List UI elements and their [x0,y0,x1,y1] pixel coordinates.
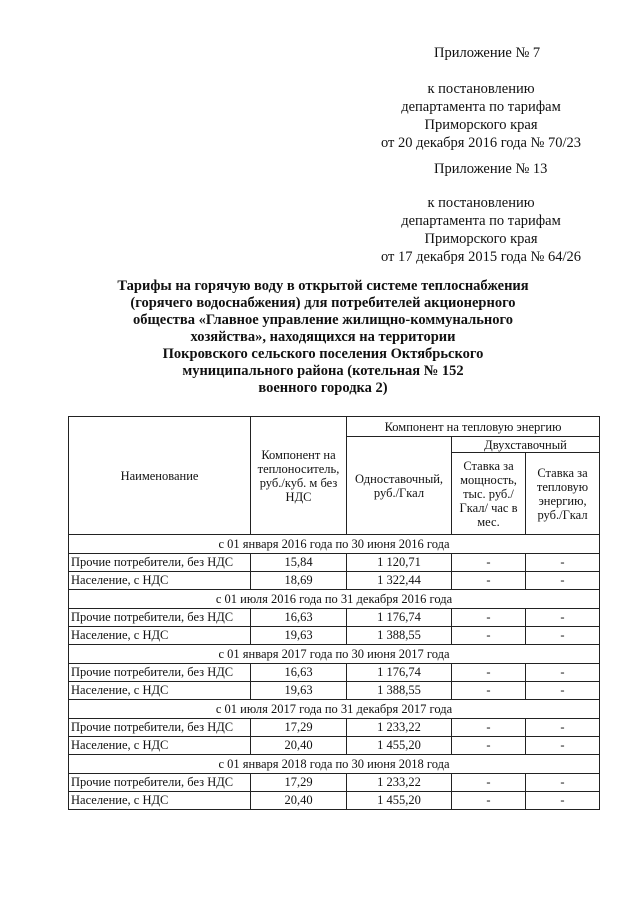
resolution-2015-block [372,194,590,266]
row-rate: - [526,572,600,590]
row-rate: - [526,737,600,755]
resolution-line: Приморского края [424,117,538,133]
resolution-line: департамента по тарифам [401,99,561,115]
row-single: 1 120,71 [347,554,452,572]
row-power: - [452,719,526,737]
resolution-line: к постановлению [427,81,535,97]
row-carrier: 19,63 [251,682,347,700]
row-power: - [452,664,526,682]
row-carrier: 20,40 [251,792,347,810]
table-row [69,792,600,810]
row-rate: - [526,774,600,792]
row-single: 1 455,20 [347,737,452,755]
resolution-line: Приморского края [424,231,538,247]
table-row [69,609,600,627]
col-header-carrier: Компонент на теплоноситель, руб./куб. м без НДС [251,417,347,535]
title-line: муниципального района (котельная № 152 [182,363,464,379]
row-power: - [452,554,526,572]
resolution-line: департамента по тарифам [401,213,561,229]
resolution-line: к постановлению [427,195,535,211]
title-line: общества «Главное управление жилищно-коммунального [132,312,514,328]
col-header-rate: Ставка за тепловую энергию, руб./Гкал [526,453,600,535]
title-line: военного городка 2) [258,380,388,396]
row-single: 1 388,55 [347,627,452,645]
appendix-13-label: Приложение № 13 [434,161,548,177]
row-single: 1 176,74 [347,664,452,682]
row-single: 1 322,44 [347,572,452,590]
period-row: с 01 июля 2017 года по 31 декабря 2017 года [69,700,600,719]
row-rate: - [526,664,600,682]
table-row [69,774,600,792]
document-title [88,278,558,397]
row-rate: - [526,554,600,572]
row-name: Прочие потребители, без НДС [69,719,251,737]
row-power: - [452,609,526,627]
row-rate: - [526,719,600,737]
table-row [69,554,600,572]
col-header-single: Одноставочный, руб./Гкал [347,437,452,535]
row-name: Прочие потребители, без НДС [69,554,251,572]
row-carrier: 19,63 [251,627,347,645]
row-carrier: 16,63 [251,664,347,682]
table-row [69,664,600,682]
row-carrier: 18,69 [251,572,347,590]
title-line: Тарифы на горячую воду в открытой системе теплоснабжения [117,278,529,294]
row-name: Прочие потребители, без НДС [69,664,251,682]
resolution-2016-block [372,80,590,152]
period-row: с 01 июля 2016 года по 31 декабря 2016 года [69,590,600,609]
row-name: Население, с НДС [69,682,251,700]
col-header-name: Наименование [69,417,251,535]
table-row [69,719,600,737]
table-row [69,682,600,700]
row-power: - [452,627,526,645]
table-row [69,737,600,755]
row-carrier: 17,29 [251,719,347,737]
row-rate: - [526,627,600,645]
col-header-power: Ставка за мощность, тыс. руб./Гкал/ час в мес. [452,453,526,535]
row-power: - [452,572,526,590]
row-single: 1 455,20 [347,792,452,810]
period-row: с 01 января 2018 года по 30 июня 2018 года [69,755,600,774]
row-single: 1 176,74 [347,609,452,627]
row-power: - [452,792,526,810]
row-carrier: 15,84 [251,554,347,572]
row-single: 1 388,55 [347,682,452,700]
row-single: 1 233,22 [347,719,452,737]
row-name: Население, с НДС [69,572,251,590]
resolution-line: от 20 декабря 2016 года № 70/23 [380,135,582,151]
row-single: 1 233,22 [347,774,452,792]
row-name: Население, с НДС [69,792,251,810]
col-header-two-part: Двухставочный [452,437,600,453]
row-rate: - [526,682,600,700]
table-row [69,572,600,590]
row-rate: - [526,609,600,627]
title-line: хозяйства», находящихся на территории [190,329,456,345]
row-carrier: 17,29 [251,774,347,792]
row-name: Население, с НДС [69,627,251,645]
resolution-line: от 17 декабря 2015 года № 64/26 [380,249,582,265]
title-line: Покровского сельского поселения Октябрьского [162,346,484,362]
period-row: с 01 января 2017 года по 30 июня 2017 года [69,645,600,664]
period-row: с 01 января 2016 года по 30 июня 2016 года [69,535,600,554]
row-name: Прочие потребители, без НДС [69,609,251,627]
row-name: Прочие потребители, без НДС [69,774,251,792]
table-row [69,627,600,645]
title-line: (горячего водоснабжения) для потребителей акционерного [130,295,516,311]
row-rate: - [526,792,600,810]
row-carrier: 20,40 [251,737,347,755]
row-power: - [452,774,526,792]
col-header-energy: Компонент на тепловую энергию [347,417,600,437]
row-power: - [452,682,526,700]
tariff-table [68,416,600,810]
row-power: - [452,737,526,755]
appendix-7-label: Приложение № 7 [434,45,541,61]
row-name: Население, с НДС [69,737,251,755]
row-carrier: 16,63 [251,609,347,627]
